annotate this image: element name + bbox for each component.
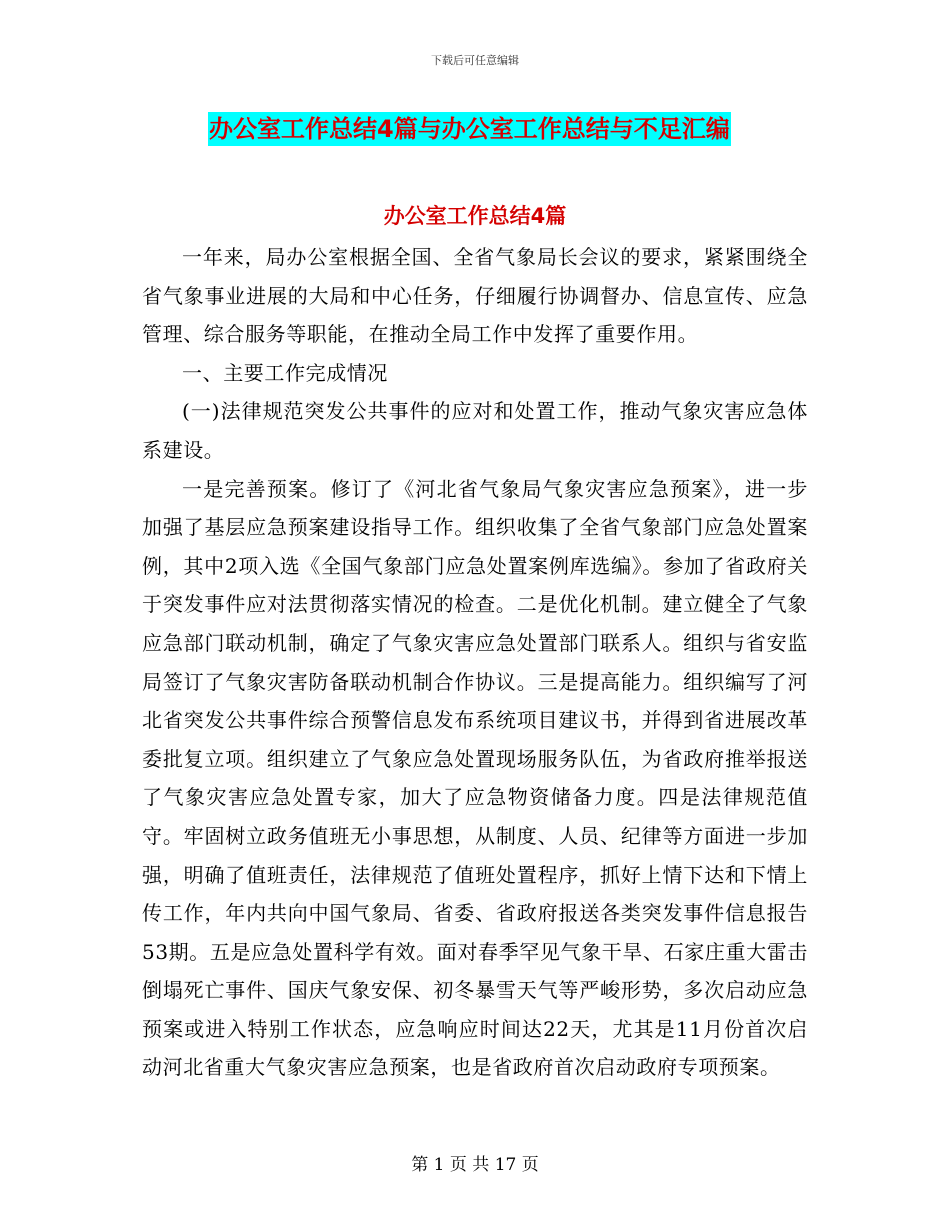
section-title: 办公室工作总结4篇 bbox=[383, 204, 567, 228]
page-header-note: 下载后可任意编辑 bbox=[431, 54, 519, 67]
paragraph-heading-main-work: 一、主要工作完成情况 bbox=[182, 360, 388, 385]
paragraph-subheading-emergency: (一)法律规范突发公共事件的应对和处置工作，推动气象灾害应急体系建设。 bbox=[142, 399, 808, 462]
paragraph-intro: 一年来，局办公室根据全国、全省气象局长会议的要求，紧紧围绕全省气象事业进展的大局和中心任务，仔细履行协调督办、信息宣传、应急管理、综合服务等职能，在推动全局工作中发挥了重要作用。 bbox=[142, 245, 808, 347]
document-title: 办公室工作总结4篇与办公室工作总结与不足汇编 bbox=[208, 112, 731, 146]
paragraph-details: 一是完善预案。修订了《河北省气象局气象灾害应急预案》，进一步加强了基层应急预案建设指导工作。组织收集了全省气象部门应急处置案例，其中2项入选《全国气象部门应急处置案例库选编》。参加了省政府关于突发事件应对法贯彻落实情况的检查。二是优化机制。建立健全了气象应急部门联动机制，确定了气象灾害应急处置部门联系人。组织与省安监局签订了气象灾害防备联动机制合作协议。三是提高能力。组织编写了河北省突发公共事件综合预警信息发布系统项目建议书，并得到省进展改革委批复立项。组织建立了气象应急处置现场服务队伍，为省政府推举报送了气象灾害应急处置专家，加大了应急物资储备力度。四是法律规范值守。牢固树立政务值班无小事思想，从制度、人员、纪律等方面进一步加强，明确了值班责任，法律规范了值班处置程序，抓好上情下达和下情上传工作，年内共向中国气象局、省委、省政府报送各类突发事件信息报告53期。五是应急处置科学有效。面对春季罕见气象干旱、石家庄重大雷击倒塌死亡事件、国庆气象安保、初冬暴雪天气等严峻形势，多次启动应急预案或进入特别工作状态，应急响应时间达22天，尤其是11月份首次启动河北省重大气象灾害应急预案，也是省政府首次启动政府专项预案。 bbox=[142, 476, 808, 1080]
document-body bbox=[142, 238, 808, 1087]
page-number-footer: 第 1 页 共 17 页 bbox=[411, 1155, 539, 1175]
